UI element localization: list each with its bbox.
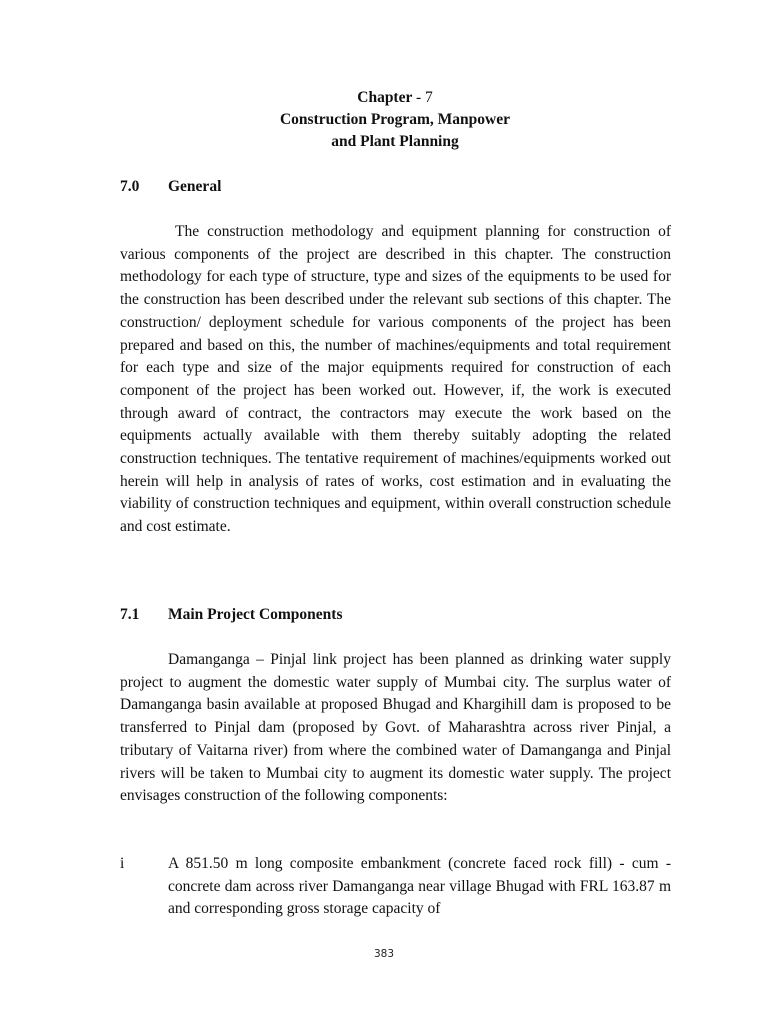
list-marker: i	[120, 855, 125, 872]
chapter-label: Chapter	[357, 89, 413, 106]
section-7-1-paragraph: Damanganga – Pinjal link project has been planned as drinking water supply project to augment the domestic water supply of Mumbai city. The surplus water of Damanganga basin available at proposed Bhugad and Khargihill dam is proposed to be transferred to Pinjal dam (proposed by Govt. of Maharashtra across river Pinjal, a tributary of Vaitarna river) from where the combined water of Damanganga and Pinjal rivers will be taken to Mumbai city to augment its domestic water supply. The project envisages construction of the following components:	[120, 651, 671, 805]
section-number: 7.1	[120, 606, 140, 623]
section-title: Main Project Components	[168, 606, 343, 623]
section-heading-7-0	[120, 176, 221, 198]
section-7-0-paragraph: The construction methodology and equipment planning for construction of various components of the project are described in this chapter. The construction methodology for each type of structure, type and sizes of the equipments to be used for the construction has been described under the relevant sub sections of this chapter. The construction/ deployment schedule for various components of the project has been prepared and based on this, the number of machines/equipments and total requirement for each type and size of the major equipments required for construction of each component of the project has been worked out. However, if, the work is executed through award of contract, the contractors may execute the work based on the equipments actually available with them thereby suitably adopting the related construction techniques. The tentative requirement of machines/equipments worked out herein will help in analysis of rates of works, cost estimation and in evaluating the viability of construction techniques and equipment, within overall construction schedule and cost estimate.	[120, 223, 671, 536]
section-title: General	[168, 178, 222, 195]
chapter-title	[120, 87, 670, 153]
chapter-title-line-2: Construction Program, Manpower	[279, 111, 511, 128]
list-item-text: A 851.50 m long composite embankment (concrete faced rock fill) - cum - concrete dam across river Damanganga near village Bhugad with FRL 163.87 m and corresponding gross storage capacity of	[168, 855, 671, 918]
section-heading-7-1	[120, 604, 343, 626]
chapter-number: - 7	[415, 89, 433, 106]
section-number: 7.0	[120, 178, 140, 195]
page-number: 383	[373, 948, 395, 960]
chapter-title-line-3: and Plant Planning	[331, 133, 459, 150]
chapter-heading-line	[120, 87, 670, 109]
